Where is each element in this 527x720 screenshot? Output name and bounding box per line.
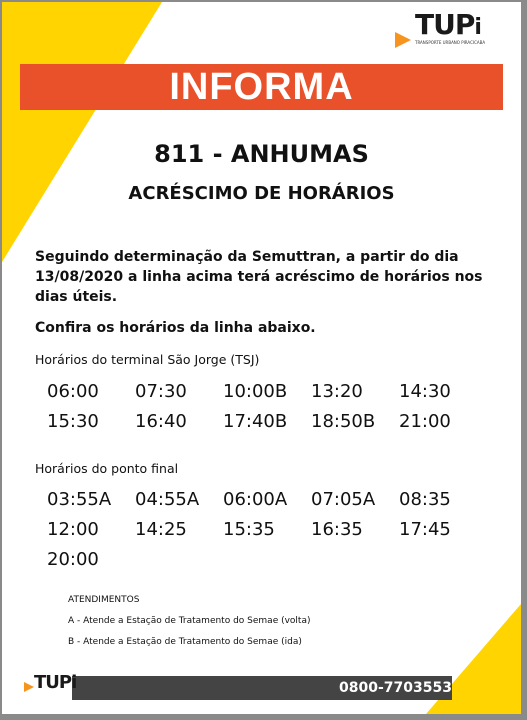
time-entry: 07:30	[135, 381, 187, 402]
logo-tagline: TRANSPORTE URBANO PIRACICABA	[415, 40, 486, 45]
time-entry: 18:50B	[311, 411, 376, 432]
time-entry: 06:00A	[223, 489, 288, 510]
notice-text: Seguindo determinação da Semuttran, a partir do dia 13/08/2020 a linha acima terá acréscimo de horários nos dias úteis.	[35, 249, 483, 305]
time-entry: 04:55A	[135, 489, 200, 510]
time-entry: 06:00	[47, 381, 99, 402]
logo-word: TUP	[415, 8, 475, 41]
time-entry: 15:30	[47, 411, 99, 432]
time-entry: 21:00	[399, 411, 451, 432]
footer-logo-word: TUP	[34, 672, 72, 693]
tupi-logo	[393, 10, 503, 52]
footer-logo-word-end: i	[71, 672, 77, 693]
time-entry: 15:35	[223, 519, 275, 540]
atendimentos-legend	[68, 590, 311, 653]
subtitle: ACRÉSCIMO DE HORÁRIOS	[128, 183, 395, 204]
logo-word-end: i	[474, 15, 481, 40]
legend-a: A - Atende a Estação de Tratamento do Semae (volta)	[68, 616, 311, 626]
atendimentos-title: ATENDIMENTOS	[68, 595, 140, 605]
time-entry: 20:00	[47, 549, 99, 570]
time-entry: 14:25	[135, 519, 187, 540]
flyer-page	[2, 2, 521, 714]
corner-decoration-top-left	[2, 2, 162, 262]
terminal-section-title: Horários do terminal São Jorge (TSJ)	[35, 352, 260, 367]
time-entry: 14:30	[399, 381, 451, 402]
time-entry: 07:05A	[311, 489, 376, 510]
terminal-times-grid	[47, 380, 487, 434]
confira-text: Confira os horários da linha abaixo.	[35, 320, 316, 336]
line-title: 811 - ANHUMAS	[154, 140, 369, 168]
final-section-title: Horários do ponto final	[35, 461, 179, 476]
logo-arrow-icon	[395, 32, 411, 48]
time-entry: 17:45	[399, 519, 451, 540]
footer-logo-arrow-icon	[24, 682, 34, 692]
time-entry: 13:20	[311, 381, 363, 402]
time-entry: 16:35	[311, 519, 363, 540]
final-times-grid	[47, 488, 487, 572]
time-entry: 16:40	[135, 411, 187, 432]
time-entry: 08:35	[399, 489, 451, 510]
time-entry: 12:00	[47, 519, 99, 540]
legend-b: B - Atende a Estação de Tratamento do Semae (ida)	[68, 637, 302, 647]
footer-phone: 0800-7703553	[339, 680, 452, 696]
informa-banner: INFORMA	[20, 64, 503, 110]
footer-tupi-logo	[24, 672, 84, 702]
time-entry: 10:00B	[223, 381, 288, 402]
time-entry: 17:40B	[223, 411, 288, 432]
time-entry: 03:55A	[47, 489, 112, 510]
